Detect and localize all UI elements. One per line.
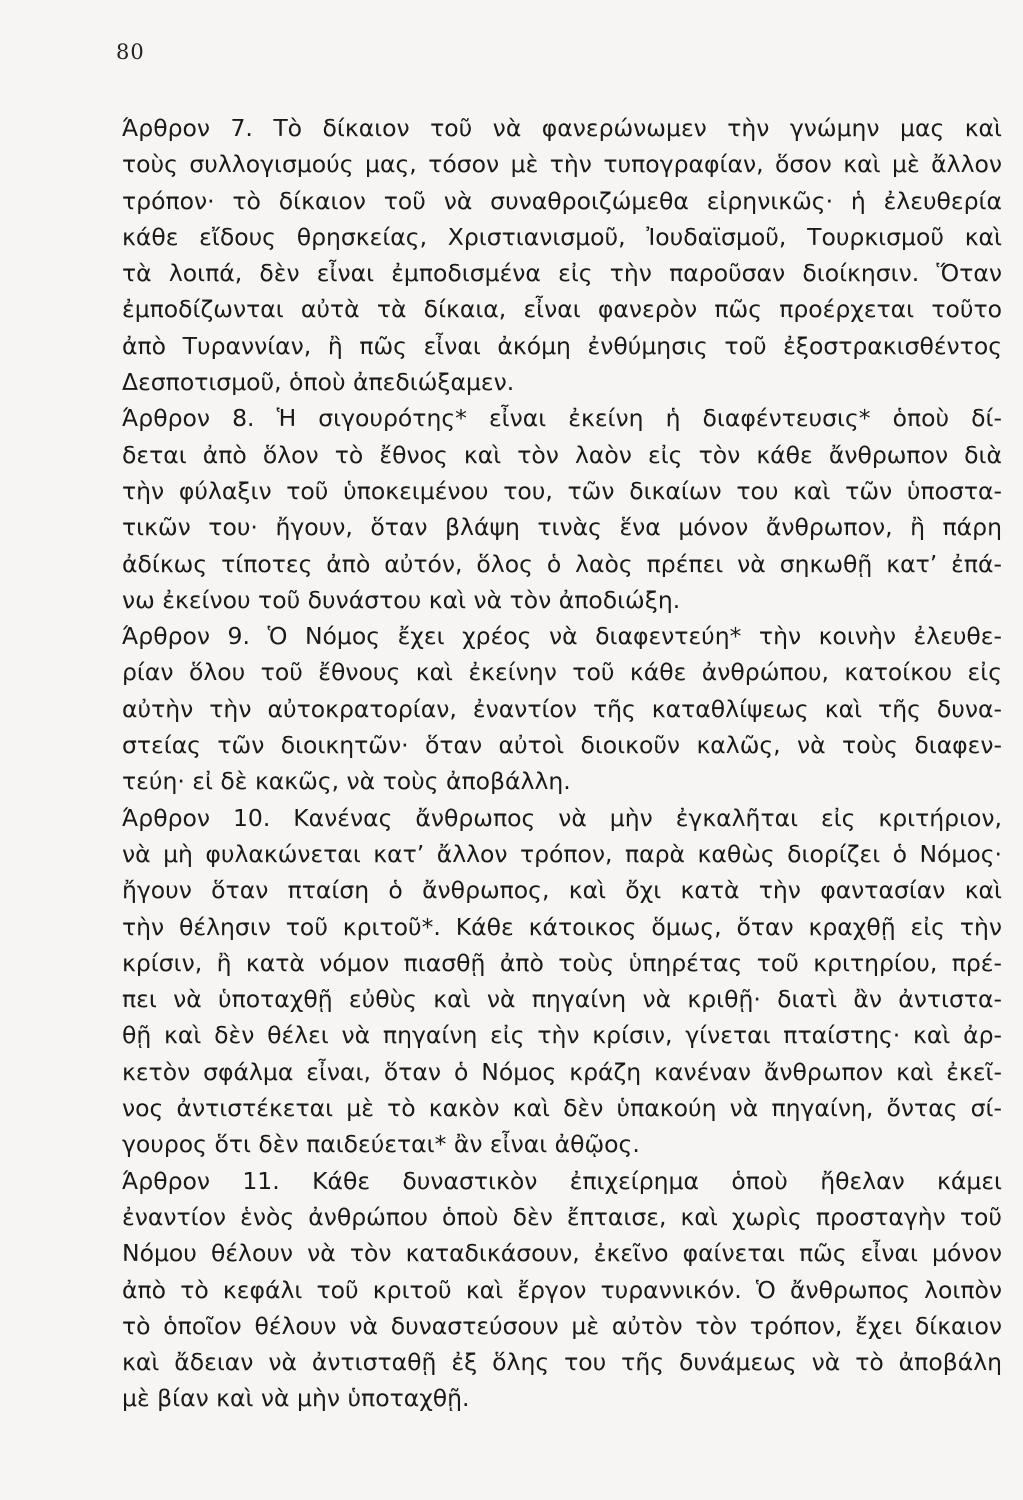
text-line: ἀπὸ Τυραννίαν, ἢ πῶς εἶναι ἀκόμη ἐνθύμησις τοῦ ἐξοστρακισθέντος [122,331,1002,360]
text-line: δεται ἀπὸ ὅλον τὸ ἔθνος καὶ τὸν λαὸν εἰς τὸν κάθε ἄνθρωπον διὰ [122,440,1002,469]
text-line: τὸ ὁποῖον θέλουν νὰ δυναστεύσουν μὲ αὐτὸν τὸν τρόπον, ἔχει δίκαιον [122,1311,1002,1340]
text-line: πει νὰ ὑποταχθῇ εὐθὺς καὶ νὰ πηγαίνη νὰ κριθῇ· διατὶ ἂν ἀντιστα- [122,985,1002,1014]
text-line: Άρθρον 11. Κάθε δυναστικὸν ἐπιχείρημα ὁποὺ ἤθελαν κάμει [122,1166,1002,1195]
text-line: τοὺς συλλογισμούς μας, τόσον μὲ τὴν τυπογραφίαν, ὅσον καὶ μὲ ἄλλον [122,150,1002,179]
text-line: τρόπον· τὸ δίκαιον τοῦ νὰ συναθροιζώμεθα εἰρηνικῶς· ἡ ἐλευθερία [122,186,1002,215]
text-line: μὲ βίαν καὶ νὰ μὴν ὑποταχθῇ. [122,1384,470,1413]
text-line: αὐτὴν τὴν αὐτοκρατορίαν, ἐναντίον τῆς καταθλίψεως καὶ τῆς δυνα- [122,694,1002,723]
text-line: ἀπὸ τὸ κεφάλι τοῦ κριτοῦ καὶ ἔργον τυραννικόν. Ὁ ἄνθρωπος λοιπὸν [122,1275,1002,1304]
text-line: ἀδίκως τίποτες ἀπὸ αὐτόν, ὅλος ὁ λαὸς πρέπει νὰ σηκωθῇ κατ’ ἐπά- [122,549,1002,578]
body-text [122,110,1002,1417]
text-line: Άρθρον 9. Ὁ Νόμος ἔχει χρέος νὰ διαφεντεύη* τὴν κοινὴν ἐλευθε- [122,622,1002,651]
text-line: καὶ ἄδειαν νὰ ἀντισταθῇ ἐξ ὅλης του τῆς δυνάμεως νὰ τὸ ἀποβάλη [122,1348,1002,1377]
text-line: γουρος ὅτι δὲν παιδεύεται* ἂν εἶναι ἀθῷος. [122,1130,640,1159]
text-line: τεύη· εἰ δὲ κακῶς, νὰ τοὺς ἀποβάλλη. [122,767,571,796]
text-line: θῇ καὶ δὲν θέλει νὰ πηγαίνη εἰς τὴν κρίσιν, γίνεται πταίστης· καὶ ἀρ- [122,1021,1002,1050]
text-line: στείας τῶν διοικητῶν· ὅταν αὐτοὶ διοικοῦν καλῶς, νὰ τοὺς διαφεν- [122,731,1002,760]
text-line: ἤγουν ὅταν πταίση ὁ ἄνθρωπος, καὶ ὄχι κατὰ τὴν φαντασίαν καὶ [122,876,1002,905]
text-line: Άρθρον 8. Ἡ σιγουρότης* εἶναι ἐκείνη ἡ διαφέντευσις* ὁποὺ δί- [122,404,1002,433]
text-line: νος ἀντιστέκεται μὲ τὸ κακὸν καὶ δὲν ὑπακούη νὰ πηγαίνη, ὄντας σί- [122,1094,1002,1123]
page-number: 80 [116,40,145,64]
text-line: κρίσιν, ἢ κατὰ νόμον πιασθῇ ἀπὸ τοὺς ὑπηρέτας τοῦ κριτηρίου, πρέ- [122,948,1002,977]
text-line: νω ἐκείνου τοῦ δυνάστου καὶ νὰ τὸν ἀποδιώξη. [122,585,681,614]
text-line: τικῶν του· ἤγουν, ὅταν βλάψη τινὰς ἕνα μόνον ἄνθρωπον, ἢ πάρη [122,513,1002,542]
text-line: κάθε εἴδους θρησκείας, Χριστιανισμοῦ, Ἰουδαϊσμοῦ, Τουρκισμοῦ καὶ [122,222,1002,251]
text-line: τὴν φύλαξιν τοῦ ὑποκειμένου του, τῶν δικαίων του καὶ τῶν ὑποστα- [122,476,1002,505]
text-line: Άρθρον 10. Κανένας ἄνθρωπος νὰ μὴν ἐγκαλῆται εἰς κριτήριον, [122,803,1002,832]
text-line: Άρθρον 7. Τὸ δίκαιον τοῦ νὰ φανερώνωμεν τὴν γνώμην μας καὶ [122,114,1002,142]
text-line: ἐμποδίζωνται αὐτὰ τὰ δίκαια, εἶναι φανερὸν πῶς προέρχεται τοῦτο [122,295,1002,324]
text-line: τὴν θέλησιν τοῦ κριτοῦ*. Κάθε κάτοικος ὅμως, ὅταν κραχθῇ εἰς τὴν [122,912,1002,941]
text-line: τὰ λοιπά, δὲν εἶναι ἐμποδισμένα εἰς τὴν παροῦσαν διοίκησιν. Ὅταν [122,259,1002,288]
text-line: νὰ μὴ φυλακώνεται κατ’ ἄλλον τρόπον, παρὰ καθὼς διορίζει ὁ Νόμος· [122,839,1002,868]
text-line: Νόμου θέλουν νὰ τὸν καταδικάσουν, ἐκεῖνο φαίνεται πῶς εἶναι μόνον [122,1239,1002,1268]
text-line: κετὸν σφάλμα εἶναι, ὅταν ὁ Νόμος κράζη κανέναν ἄνθρωπον καὶ ἐκεῖ- [122,1057,1002,1086]
text-line: Δεσποτισμοῦ, ὁποὺ ἀπεδιώξαμεν. [122,368,515,397]
text-line: ρίαν ὅλου τοῦ ἔθνους καὶ ἐκείνην τοῦ κάθε ἀνθρώπου, κατοίκου εἰς [122,658,1002,687]
text-line: ἐναντίον ἑνὸς ἀνθρώπου ὁποὺ δὲν ἔπταισε, καὶ χωρὶς προσταγὴν τοῦ [122,1202,1002,1231]
